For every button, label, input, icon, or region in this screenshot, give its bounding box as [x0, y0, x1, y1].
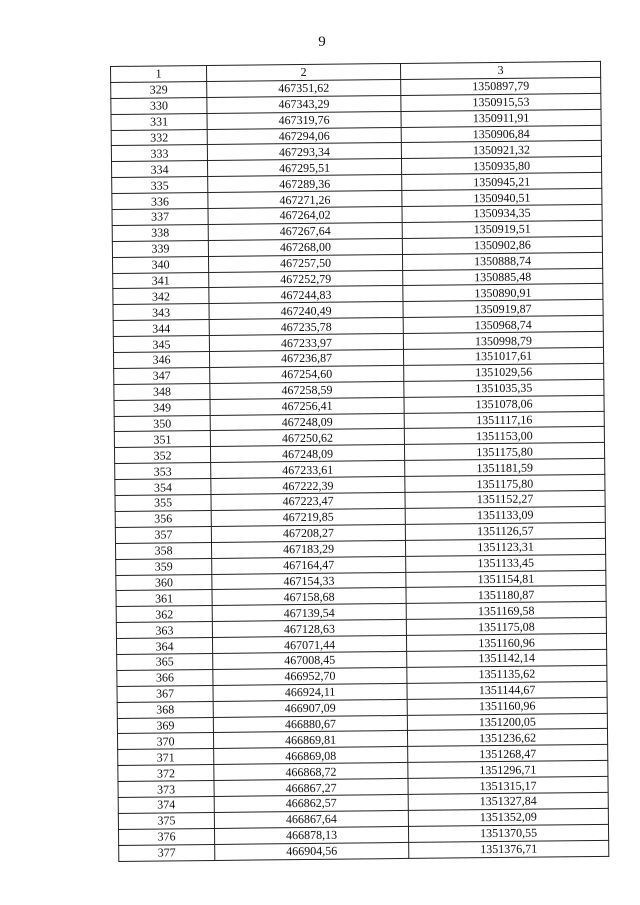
point-number-cell: 371: [118, 749, 214, 766]
y-coordinate-cell: 1350915,53: [401, 93, 601, 111]
x-coordinate-cell: 467258,59: [210, 381, 404, 399]
point-number-cell: 335: [112, 177, 208, 194]
point-number-cell: 355: [115, 495, 211, 512]
point-number-cell: 377: [119, 844, 215, 861]
x-coordinate-cell: 467294,06: [207, 127, 401, 145]
y-coordinate-cell: 1351029,56: [404, 363, 604, 381]
y-coordinate-cell: 1350919,87: [403, 300, 603, 318]
point-number-cell: 352: [114, 447, 210, 464]
point-number-cell: 351: [114, 431, 210, 448]
x-coordinate-cell: 467295,51: [207, 159, 401, 177]
x-coordinate-cell: 467264,02: [208, 206, 402, 224]
point-number-cell: 356: [115, 510, 211, 527]
column-header-1: 1: [111, 65, 207, 82]
y-coordinate-cell: 1351327,84: [408, 792, 608, 810]
x-coordinate-cell: 467233,97: [209, 334, 403, 352]
y-coordinate-cell: 1351160,96: [406, 633, 606, 651]
x-coordinate-cell: 467128,63: [212, 620, 406, 638]
point-number-cell: 357: [115, 526, 211, 543]
y-coordinate-cell: 1351181,59: [405, 459, 605, 477]
point-number-cell: 367: [117, 685, 213, 702]
x-coordinate-cell: 467244,83: [209, 286, 403, 304]
point-number-cell: 337: [112, 208, 208, 225]
x-coordinate-cell: 467254,60: [210, 365, 404, 383]
x-coordinate-cell: 466878,13: [214, 826, 408, 844]
x-coordinate-cell: 467219,85: [211, 508, 405, 526]
coordinates-table-container: [110, 61, 608, 862]
y-coordinate-cell: 1351135,62: [407, 665, 607, 683]
point-number-cell: 370: [117, 733, 213, 750]
point-number-cell: 361: [116, 590, 212, 607]
point-number-cell: 363: [116, 622, 212, 639]
point-number-cell: 331: [111, 113, 207, 130]
y-coordinate-cell: 1350885,48: [403, 268, 603, 286]
x-coordinate-cell: 466867,64: [214, 810, 408, 828]
x-coordinate-cell: 467289,36: [208, 175, 402, 193]
y-coordinate-cell: 1351352,09: [408, 808, 608, 826]
y-coordinate-cell: 1351180,87: [406, 586, 606, 604]
point-number-cell: 347: [114, 367, 210, 384]
y-coordinate-cell: 1351236,62: [407, 729, 607, 747]
x-coordinate-cell: 467271,26: [208, 191, 402, 209]
y-coordinate-cell: 1350934,35: [402, 204, 602, 222]
point-number-cell: 341: [113, 272, 209, 289]
y-coordinate-cell: 1351175,08: [406, 618, 606, 636]
y-coordinate-cell: 1351152,27: [405, 490, 605, 508]
y-coordinate-cell: 1350890,91: [403, 284, 603, 302]
x-coordinate-cell: 466952,70: [213, 667, 407, 685]
table-body: [111, 77, 609, 861]
y-coordinate-cell: 1351315,17: [408, 776, 608, 794]
point-number-cell: 366: [117, 669, 213, 686]
y-coordinate-cell: 1350945,21: [402, 173, 602, 191]
y-coordinate-cell: 1350919,51: [402, 220, 602, 238]
point-number-cell: 350: [114, 415, 210, 432]
y-coordinate-cell: 1351017,61: [403, 347, 603, 365]
point-number-cell: 334: [112, 161, 208, 178]
x-coordinate-cell: 467240,49: [209, 302, 403, 320]
x-coordinate-cell: 466869,81: [213, 731, 407, 749]
x-coordinate-cell: 467351,62: [207, 79, 401, 97]
point-number-cell: 358: [115, 542, 211, 559]
y-coordinate-cell: 1351154,81: [406, 570, 606, 588]
x-coordinate-cell: 467158,68: [212, 588, 406, 606]
point-number-cell: 372: [118, 765, 214, 782]
y-coordinate-cell: 1350998,79: [403, 331, 603, 349]
point-number-cell: 342: [113, 288, 209, 305]
point-number-cell: 362: [116, 606, 212, 623]
y-coordinate-cell: 1350968,74: [403, 316, 603, 334]
x-coordinate-cell: 467183,29: [211, 540, 405, 558]
x-coordinate-cell: 467223,47: [211, 492, 405, 510]
y-coordinate-cell: 1351160,96: [407, 697, 607, 715]
point-number-cell: 360: [116, 574, 212, 591]
y-coordinate-cell: 1351268,47: [408, 745, 608, 763]
point-number-cell: 374: [118, 796, 214, 813]
point-number-cell: 368: [117, 701, 213, 718]
point-number-cell: 346: [114, 352, 210, 369]
point-number-cell: 330: [111, 97, 207, 114]
y-coordinate-cell: 1351133,09: [405, 506, 605, 524]
y-coordinate-cell: 1351126,57: [405, 522, 605, 540]
x-coordinate-cell: 467233,61: [211, 461, 405, 479]
y-coordinate-cell: 1351035,35: [404, 379, 604, 397]
x-coordinate-cell: 467222,39: [211, 477, 405, 495]
x-coordinate-cell: 467257,50: [208, 254, 402, 272]
point-number-cell: 343: [113, 304, 209, 321]
point-number-cell: 333: [111, 145, 207, 162]
x-coordinate-cell: 467164,47: [212, 556, 406, 574]
y-coordinate-cell: 1351117,16: [404, 411, 604, 429]
y-coordinate-cell: 1351123,31: [405, 538, 605, 556]
y-coordinate-cell: 1351376,71: [409, 840, 609, 858]
point-number-cell: 359: [116, 558, 212, 575]
y-coordinate-cell: 1350921,32: [401, 141, 601, 159]
x-coordinate-cell: 467236,87: [209, 349, 403, 367]
x-coordinate-cell: 467293,34: [207, 143, 401, 161]
y-coordinate-cell: 1351175,80: [404, 443, 604, 461]
y-coordinate-cell: 1351200,05: [407, 713, 607, 731]
x-coordinate-cell: 466907,09: [213, 699, 407, 717]
y-coordinate-cell: 1351078,06: [404, 395, 604, 413]
point-number-cell: 353: [115, 463, 211, 480]
x-coordinate-cell: 466904,56: [215, 842, 409, 860]
y-coordinate-cell: 1351153,00: [404, 427, 604, 445]
y-coordinate-cell: 1351175,80: [405, 474, 605, 492]
x-coordinate-cell: 467008,45: [213, 651, 407, 669]
y-coordinate-cell: 1350897,79: [401, 77, 601, 95]
x-coordinate-cell: 467071,44: [212, 635, 406, 653]
y-coordinate-cell: 1351169,58: [406, 602, 606, 620]
x-coordinate-cell: 467139,54: [212, 604, 406, 622]
point-number-cell: 373: [118, 781, 214, 798]
point-number-cell: 376: [118, 828, 214, 845]
point-number-cell: 336: [112, 193, 208, 210]
x-coordinate-cell: 466869,08: [214, 747, 408, 765]
point-number-cell: 348: [114, 383, 210, 400]
coordinates-table: [110, 61, 609, 862]
point-number-cell: 375: [118, 812, 214, 829]
y-coordinate-cell: 1350911,91: [401, 109, 601, 127]
y-coordinate-cell: 1350906,84: [401, 125, 601, 143]
y-coordinate-cell: 1350902,86: [402, 236, 602, 254]
x-coordinate-cell: 466862,57: [214, 794, 408, 812]
y-coordinate-cell: 1351370,55: [408, 824, 608, 842]
x-coordinate-cell: 467154,33: [212, 572, 406, 590]
point-number-cell: 340: [113, 256, 209, 273]
x-coordinate-cell: 467268,00: [208, 238, 402, 256]
point-number-cell: 364: [116, 638, 212, 655]
x-coordinate-cell: 467208,27: [211, 524, 405, 542]
point-number-cell: 339: [112, 240, 208, 257]
y-coordinate-cell: 1351133,45: [406, 554, 606, 572]
point-number-cell: 344: [113, 320, 209, 337]
x-coordinate-cell: 467250,62: [210, 429, 404, 447]
point-number-cell: 365: [117, 653, 213, 670]
point-number-cell: 338: [112, 224, 208, 241]
y-coordinate-cell: 1351142,14: [407, 649, 607, 667]
x-coordinate-cell: 467235,78: [209, 318, 403, 336]
point-number-cell: 345: [113, 336, 209, 353]
page-number: 9: [318, 34, 326, 50]
column-header-3: 3: [400, 61, 600, 79]
x-coordinate-cell: 467343,29: [207, 95, 401, 113]
x-coordinate-cell: 467267,64: [208, 222, 402, 240]
point-number-cell: 354: [115, 479, 211, 496]
x-coordinate-cell: 467319,76: [207, 111, 401, 129]
x-coordinate-cell: 466867,27: [214, 778, 408, 796]
point-number-cell: 332: [111, 129, 207, 146]
y-coordinate-cell: 1351144,67: [407, 681, 607, 699]
x-coordinate-cell: 467256,41: [210, 397, 404, 415]
x-coordinate-cell: 467248,09: [210, 445, 404, 463]
x-coordinate-cell: 466880,67: [213, 715, 407, 733]
column-header-2: 2: [206, 63, 400, 81]
x-coordinate-cell: 466924,11: [213, 683, 407, 701]
point-number-cell: 329: [111, 81, 207, 98]
point-number-cell: 369: [117, 717, 213, 734]
x-coordinate-cell: 466868,72: [214, 763, 408, 781]
y-coordinate-cell: 1351296,71: [408, 761, 608, 779]
y-coordinate-cell: 1350888,74: [402, 252, 602, 270]
y-coordinate-cell: 1350935,80: [401, 157, 601, 175]
y-coordinate-cell: 1350940,51: [402, 188, 602, 206]
x-coordinate-cell: 467248,09: [210, 413, 404, 431]
point-number-cell: 349: [114, 399, 210, 416]
x-coordinate-cell: 467252,79: [209, 270, 403, 288]
